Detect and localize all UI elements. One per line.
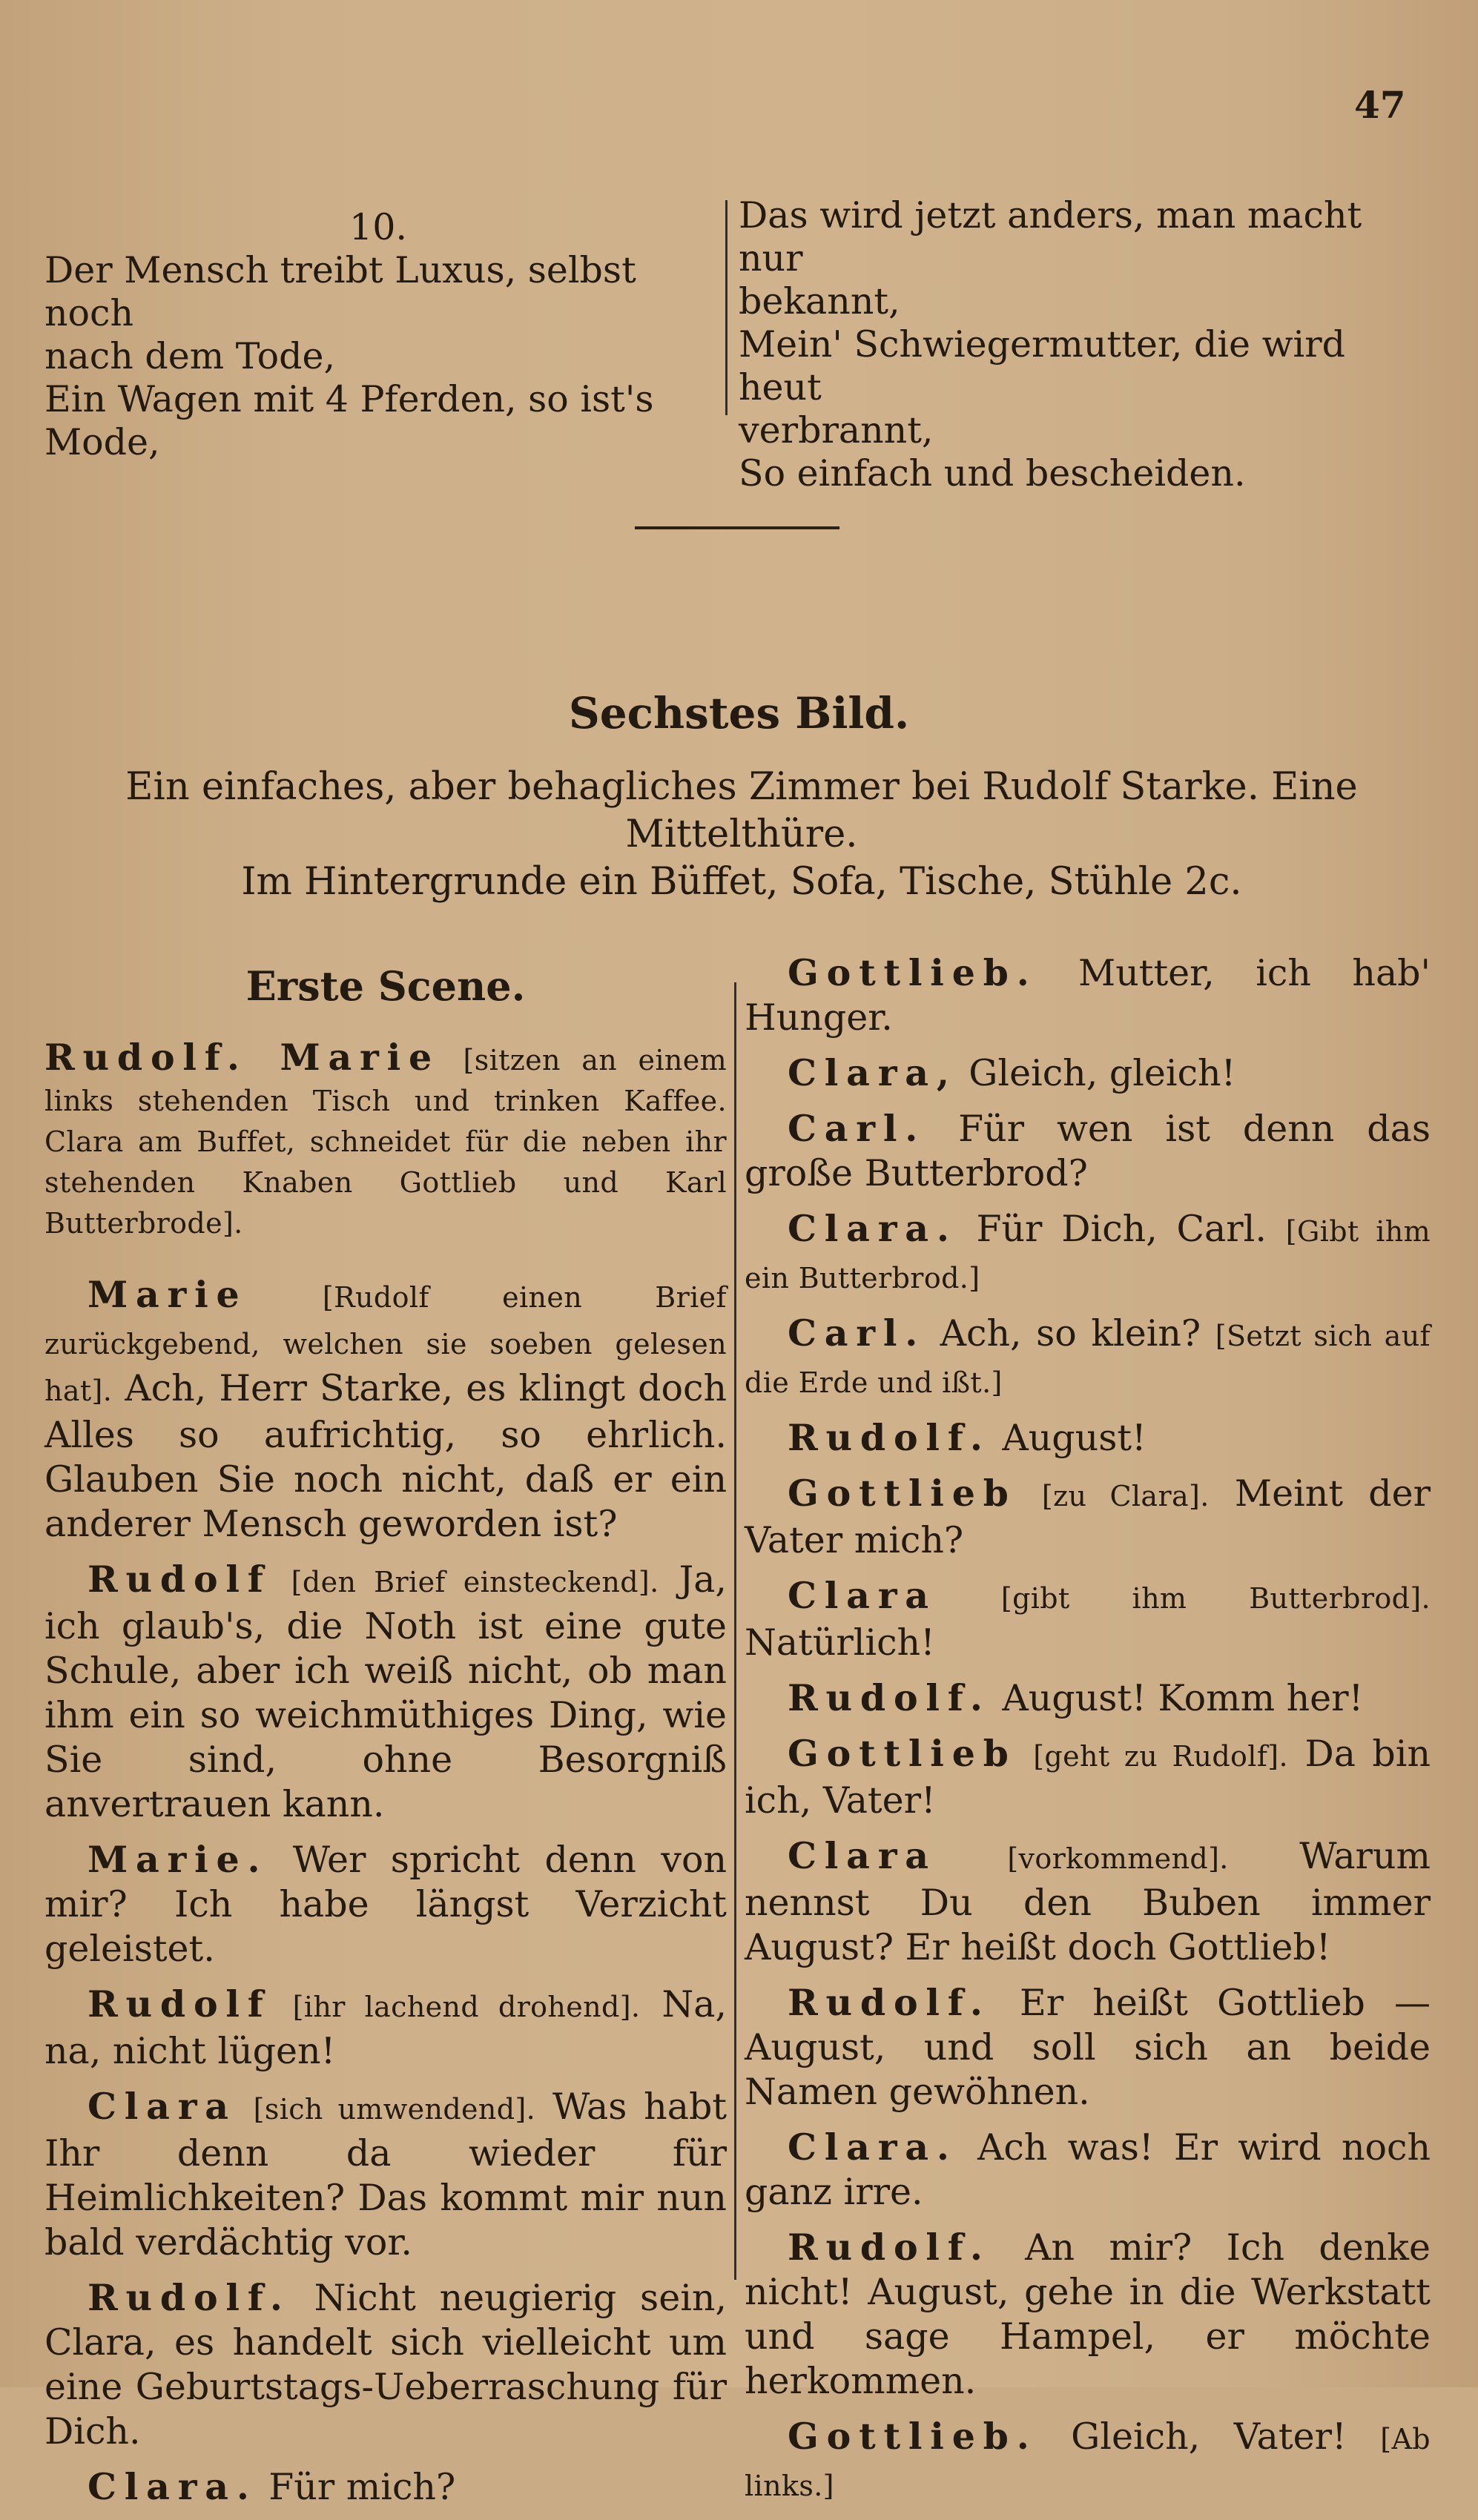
dialogue-entry [44, 1557, 727, 1827]
stage-direction: [vorkommend]. [1007, 1842, 1229, 1875]
stanza-number: 10. [349, 206, 407, 248]
dialogue-entry [745, 2125, 1431, 2215]
speaker: Rudolf. [788, 1981, 991, 2024]
stage-direction: [geht zu Rudolf]. [1033, 1740, 1288, 1773]
dialogue-entry [745, 1676, 1431, 1721]
dialogue-entry [44, 1272, 727, 1547]
stage-direction: [zu Clara]. [1041, 1480, 1210, 1512]
dialogue-column-right [745, 950, 1431, 2519]
dialogue-entry [44, 1837, 727, 1971]
verse-line: Mode, [44, 421, 160, 463]
stage-direction: [ihr lachend drohend]. [292, 1991, 641, 2023]
stage-direction: [Ab links.] [745, 2423, 1431, 2502]
speaker: Rudolf [88, 1558, 271, 1601]
page-number: 47 [1354, 83, 1406, 127]
dialogue-entry [745, 1980, 1431, 2114]
verse-line: nach dem Tode, [44, 335, 336, 377]
speaker: Rudolf. [788, 2226, 991, 2269]
stage-direction: [den Brief einsteckend]. [291, 1566, 659, 1598]
dialogue-text: Natürlich! [745, 1621, 935, 1664]
dialogue-entry [745, 1311, 1431, 1405]
dialogue-text: Na, na, nicht lügen! [44, 1983, 728, 2072]
speaker: Gottlieb [788, 1472, 1017, 1515]
dialogue-text: Ach was! Er wird noch ganz irre. [745, 2126, 1431, 2213]
speaker: Clara. [788, 2126, 957, 2169]
speaker: Carl. [788, 1107, 926, 1150]
section-divider [635, 526, 839, 529]
scene-title: Erste Scene. [245, 962, 526, 1010]
stage-direction-line: Im Hintergrunde ein Büffet, Sofa, Tische, Stühle 2c. [241, 860, 1242, 904]
verse-line: Ein Wagen mit 4 Pferden, so ist's [44, 378, 654, 420]
dialogue-entry [745, 1106, 1431, 1196]
verse-line: verbrannt, [739, 409, 934, 452]
dialogue-entry [44, 2275, 727, 2454]
dialogue-text: Für mich? [268, 2466, 456, 2508]
speaker: Gottlieb. [788, 951, 1037, 994]
stage-direction: [Setzt sich auf die Erde und ißt.] [745, 1320, 1431, 1399]
speaker: Clara. [88, 2465, 257, 2508]
dialogue-text: August! [1002, 1417, 1147, 1459]
stanza-right [739, 194, 1421, 495]
dialogue-entry [44, 1982, 727, 2074]
speaker: Clara, [788, 1051, 957, 1094]
verse-line: So einfach und bescheiden. [739, 452, 1246, 495]
speaker: Rudolf. [88, 2276, 291, 2319]
speaker: Clara [788, 1574, 937, 1617]
verse-line: Mein' Schwiegermutter, die wird heut [739, 323, 1346, 409]
dialogue-text: Da bin ich, Vater! [745, 1733, 1431, 1822]
stanza-left [44, 206, 712, 464]
dialogue-text: Was habt Ihr denn da wieder für Heimlichkeiten? Das kommt mir nun bald verdächtig vor. [44, 2086, 728, 2263]
speaker: Carl. [788, 1312, 926, 1355]
column-divider [734, 982, 736, 2280]
dialogue-entry [745, 1833, 1431, 1970]
speaker: Gottlieb. [788, 2415, 1037, 2458]
dialogue-entry [745, 1206, 1431, 1300]
dialogue-entry [745, 1573, 1431, 1665]
speaker: Rudolf. [788, 1676, 991, 1719]
stage-direction: [sitzen an einem links stehenden Tisch und trinken Kaffee. Clara am Buffet, schneidet für die neben ihr stehenden Knaben Gottlieb und Karl Butterbrode]. [44, 1044, 728, 1240]
act-heading: Sechstes Bild. [568, 688, 910, 738]
speaker: Marie [88, 1273, 248, 1316]
dialogue-entry [745, 950, 1431, 1040]
speaker: Rudolf. [788, 1416, 991, 1459]
dialogue-entry [745, 1471, 1431, 1563]
speaker: Clara. [788, 1207, 957, 1250]
dialogue-text: Warum nennst Du den Buben immer August? Er heißt doch Gottlieb! [745, 1835, 1431, 1968]
stage-direction: [Gibt ihm ein Butterbrod.] [745, 1215, 1431, 1294]
dialogue-entry [745, 1051, 1431, 1096]
dialogue-entry [44, 2084, 727, 2265]
stage-direction: [sich umwendend]. [253, 2093, 536, 2126]
dialogue-entry [745, 1415, 1431, 1461]
dialogue-text: August! Komm her! [1002, 1677, 1364, 1719]
speaker: Gottlieb [788, 1732, 1017, 1775]
dialogue-text: Für Dich, Carl. [976, 1208, 1267, 1250]
stage-direction [44, 764, 1439, 906]
verse-line: Der Mensch treibt Luxus, selbst noch [44, 249, 636, 334]
stage-direction-line: Ein einfaches, aber behagliches Zimmer bei Rudolf Starke. Eine Mittelthüre. [125, 765, 1358, 856]
dialogue-text: Ach, Herr Starke, es klingt doch Alles so aufrichtig, so ehrlich. Glauben Sie noch nicht, daß er ein anderer Mensch geworden ist? [44, 1367, 727, 1545]
dialogue-text: Meint der Vater mich? [745, 1472, 1431, 1561]
verse-line: Das wird jetzt anders, man macht nur [739, 194, 1362, 280]
speaker: Marie. [88, 1838, 268, 1881]
speaker: Rudolf [88, 1982, 271, 2025]
dialogue-text: Gleich, Vater! [1071, 2415, 1347, 2458]
column-divider [725, 200, 728, 415]
dialogue-column-left [44, 964, 727, 2520]
speaker: Rudolf. Marie [44, 1036, 440, 1079]
dialogue-text: Nicht neugierig sein, Clara, es handelt sich vielleicht um eine Geburtstags-Ueberraschung für Dich. [44, 2277, 727, 2453]
stage-direction: [gibt ihm Butterbrod]. [1000, 1582, 1431, 1615]
dialogue-entry [745, 2225, 1431, 2404]
dialogue-text: Für wen ist denn das große Butterbrod? [745, 1108, 1431, 1194]
dialogue-text: Ja, ich glaub's, die Noth ist eine gute Schule, aber ich weiß nicht, ob man ihm ein so weichmüthiges Ding, wie Sie sind, ohne Besorgniß anvertrauen kann. [44, 1558, 728, 1825]
dialogue-entry [745, 1731, 1431, 1823]
dialogue-text: Mutter, ich hab' Hunger. [745, 952, 1431, 1039]
verse-line: bekannt, [739, 280, 900, 323]
dialogue-text: Wer spricht denn von mir? Ich habe längst Verzicht geleistet. [44, 1839, 727, 1970]
dialogue-entry [44, 2464, 727, 2510]
dialogue-text: Gleich, gleich! [969, 1052, 1236, 1094]
dialogue-text: Er heißt Gottlieb — August, und soll sich an beide Namen gewöhnen. [745, 1982, 1431, 2113]
dialogue-text: An mir? Ich denke nicht! August, gehe in die Werkstatt und sage Hampel, er möchte herkommen. [745, 2226, 1431, 2402]
speaker: Clara [788, 1834, 937, 1877]
dialogue-text: Ach, so klein? [940, 1312, 1201, 1355]
dialogue-entry [745, 2414, 1431, 2508]
scene-intro [44, 1038, 727, 1243]
speaker: Clara [88, 2085, 237, 2128]
stage-direction: [Rudolf einen Brief zurückgebend, welchen sie soeben gelesen hat]. [44, 1281, 727, 1407]
